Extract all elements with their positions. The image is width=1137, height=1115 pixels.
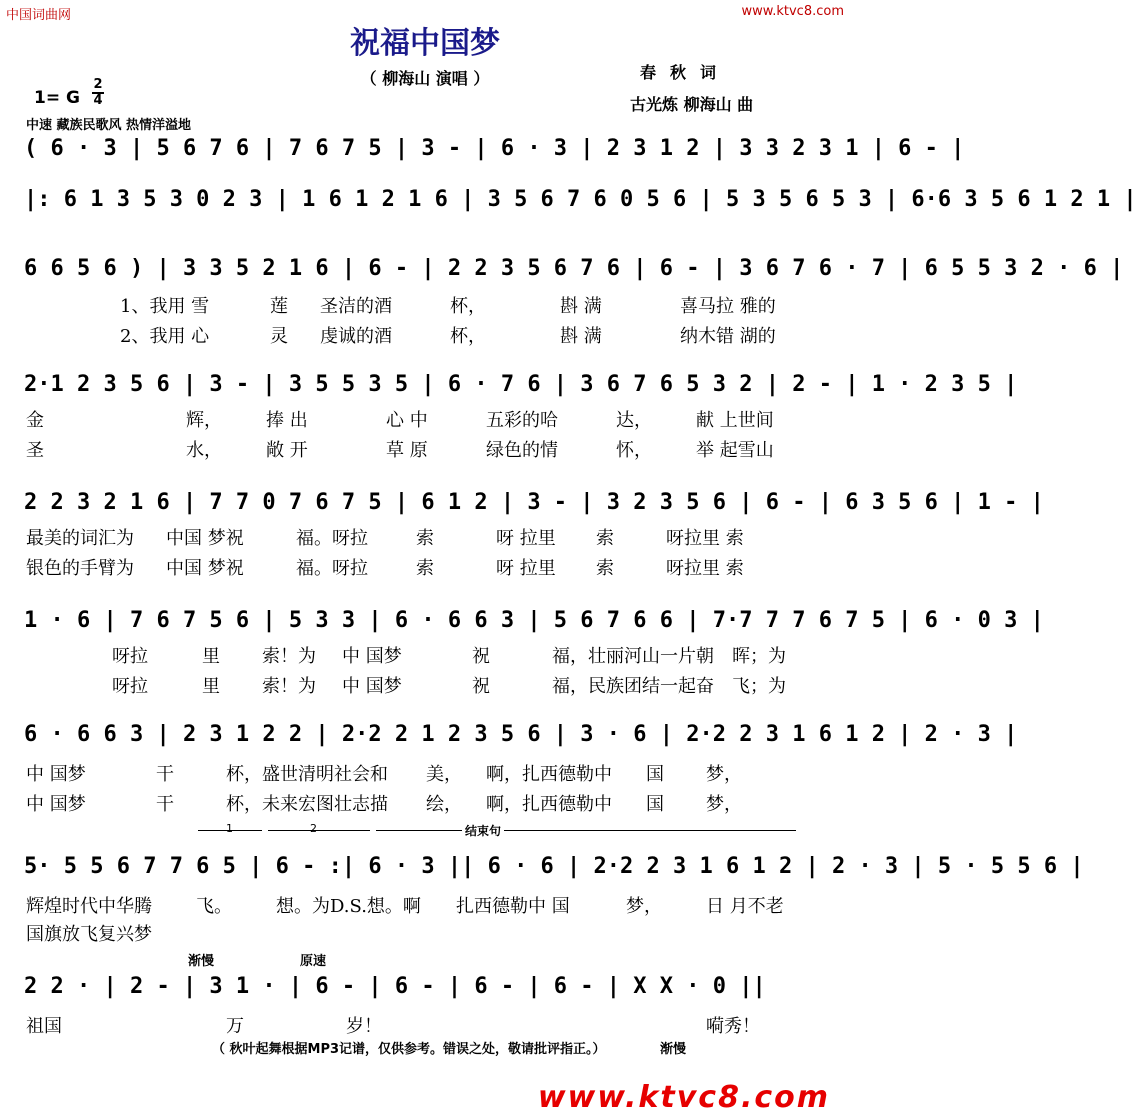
lyric-chunk: 心 中 [386,410,428,431]
staff-line-7: 6 · 6 6 3 | 2 3 1 2 2 | 2·2 2 1 2 3 5 6 | 3 · 6 | 2·2 2 3 1 6 1 2 | 2 · 3 | [24,721,1018,747]
lyric-chunk: 莲 [270,296,288,317]
lyric-chunk: 里 [202,676,220,697]
lyric-chunk: 梦， [626,896,662,917]
lyric-row-7a [26,760,826,786]
ritardando-mark: 渐慢 [188,954,215,969]
time-signature [92,78,104,108]
staff-line-6: 1 · 6 | 7 6 7 5 6 | 5 3 3 | 6 · 6 6 3 | 5 6 7 6 6 | 7·7 7 7 6 7 5 | 6 · 0 3 | [24,607,1044,633]
lyric-chunk: 献 上世间 [696,410,774,431]
lyric-chunk: 呀拉里 索 [666,528,744,549]
staff-line-5: 2 2 3 2 1 6 | 7 7 0 7 6 7 5 | 6 1 2 | 3 - | 3 2 3 5 6 | 6 - | 6 3 5 6 | 1 - | [24,489,1044,515]
lyric-chunk: 辉煌时代中华腾 [26,896,152,917]
lyric-chunk: 怀， [616,440,652,461]
lyric-chunk: 杯， [450,326,486,347]
volta-label-2: 2 [310,822,317,835]
lyric-chunk: 最美的词汇为 [26,528,134,549]
lyric-chunk: 福。呀拉 [296,558,368,579]
tempo-marking: 中速 藏族民歌风 热情洋溢地 [26,118,192,133]
lyric-chunk: 敞 开 [266,440,308,461]
time-signature-bottom: 4 [93,93,103,108]
lyric-row-6a [112,642,912,668]
staff-line-3: 6 6 5 6 ) | 3 3 5 2 1 6 | 6 - | 2 2 3 5 6 7 6 | 6 - | 3 6 7 6 · 7 | 6 5 5 3 2 · 6 | [24,255,1124,281]
lyric-row-4a [26,406,826,432]
lyric-chunk: 啊，扎西德勒中 [486,794,612,815]
key-signature: 1= G [34,88,80,108]
lyric-chunk: 呀拉 [112,646,148,667]
staff-line-4: 2·1 2 3 5 6 | 3 - | 3 5 5 3 5 | 6 · 7 6 | 3 6 7 6 5 3 2 | 2 - | 1 · 2 3 5 | [24,371,1018,397]
a-tempo-mark: 原速 [300,954,327,969]
lyric-chunk: 万 [226,1016,244,1037]
lyric-chunk: 飞。 [196,896,232,917]
lyric-chunk: 圣洁的酒 [320,296,392,317]
lyric-chunk: 飞；为 [732,676,786,697]
lyric-chunk: 斟 满 [560,326,602,347]
lyric-chunk: 举 起雪山 [696,440,774,461]
lyric-chunk: 中 国梦 [26,794,86,815]
song-title: 祝福中国梦 [350,26,500,61]
staff-line-8: 5· 5 5 6 7 7 6 5 | 6 - :| 6 · 3 || 6 · 6 | 2·2 2 3 1 6 1 2 | 2 · 3 | 5 · 5 5 6 | [24,853,1084,879]
lyric-chunk: 干 [156,764,174,785]
lyric-chunk: 梦， [706,764,742,785]
lyric-row-8b [26,920,826,946]
lyric-chunk: 想。为D.S.想。啊 [276,896,421,917]
volta-label-1: 1 [226,822,233,835]
staff-line-2: |: 6 1 3 5 3 0 2 3 | 1 6 1 2 1 6 | 3 5 6 7 6 0 5 6 | 5 3 5 6 5 3 | 6·6 3 5 6 1 2 1 | [24,186,1137,212]
footnote-ritardando: 渐慢 [660,1042,687,1057]
lyric-chunk: 中 国梦 [342,646,402,667]
lyric-chunk: 索！为 [262,646,316,667]
lyric-row-4b [26,436,826,462]
lyric-chunk: 索 [416,558,434,579]
ending-label: 结束句 [462,822,504,839]
lyric-chunk: 里 [202,646,220,667]
lyric-chunk: 梦， [706,794,742,815]
lyric-chunk: 呀拉 [112,676,148,697]
lyric-chunk: 喜马拉 雅的 [680,296,776,317]
ending-bracket [376,830,796,831]
lyric-chunk: 中 国梦 [26,764,86,785]
lyric-chunk: 绿色的情 [486,440,558,461]
site-url-right: www.ktvc8.com [741,4,844,19]
lyric-chunk: 呀 拉里 [496,558,556,579]
lyric-chunk: 祖国 [26,1016,62,1037]
lyric-chunk: 晖；为 [732,646,786,667]
lyric-chunk: 索 [596,558,614,579]
lyric-chunk: 灵 [270,326,288,347]
lyric-chunk: 银色的手臂为 [26,558,134,579]
lyric-chunk: 美， [426,764,462,785]
lyric-chunk: 嗬秀！ [706,1016,760,1037]
lyric-chunk: 达， [616,410,652,431]
singer-credit: （ 柳海山 演唱 ） [360,69,490,88]
lyric-chunk: 岁！ [346,1016,382,1037]
lyric-chunk: 2、我用 心 [120,326,210,347]
lyric-row-6b [112,672,912,698]
lyric-row-5a [26,524,826,550]
lyric-chunk: 福，壮丽河山一片朝 [552,646,714,667]
lyric-chunk: 辉， [186,410,222,431]
lyric-row-7b [26,790,826,816]
lyric-row-8a [26,892,826,918]
lyric-chunk: 1、我用 雪 [120,296,210,317]
lyric-chunk: 虔诚的酒 [320,326,392,347]
lyric-chunk: 祝 [472,676,490,697]
lyricist-credit: 春秋词 [640,63,731,82]
lyric-chunk: 纳木错 湖的 [680,326,776,347]
lyric-chunk: 中国 梦祝 [166,558,244,579]
staff-line-1: ( 6 · 3 | 5 6 7 6 | 7 6 7 5 | 3 - | 6 · 3 | 2 3 1 2 | 3 3 2 3 1 | 6 - | [24,135,965,161]
lyric-chunk: 索 [416,528,434,549]
lyric-row-3a [120,292,920,318]
lyric-chunk: 福。呀拉 [296,528,368,549]
lyric-chunk: 绘， [426,794,462,815]
lyric-chunk: 干 [156,794,174,815]
lyric-chunk: 杯，未来宏图壮志描 [226,794,388,815]
lyric-chunk: 国 [646,764,664,785]
volta-bracket-2 [268,830,370,831]
lyric-chunk: 国旗放飞复兴梦 [26,924,152,945]
lyric-chunk: 中 国梦 [342,676,402,697]
lyric-chunk: 金 [26,410,44,431]
lyric-chunk: 杯， [450,296,486,317]
lyric-chunk: 扎西德勒中 国 [456,896,570,917]
lyric-chunk: 祝 [472,646,490,667]
lyric-chunk: 啊，扎西德勒中 [486,764,612,785]
time-signature-top: 2 [93,77,103,92]
lyric-chunk: 呀 拉里 [496,528,556,549]
lyric-chunk: 五彩的哈 [486,410,558,431]
transcription-note: （ 秋叶起舞根据MP3记谱，仅供参考。错误之处，敬请批评指正。） [212,1042,606,1057]
lyric-chunk: 斟 满 [560,296,602,317]
lyric-chunk: 日 月不老 [706,896,784,917]
lyric-chunk: 国 [646,794,664,815]
lyric-row-5b [26,554,826,580]
lyric-chunk: 索 [596,528,614,549]
staff-line-9: 2 2 · | 2 - | 3 1 · | 6 - | 6 - | 6 - | 6 - | X X · 0 || [24,973,766,999]
lyric-chunk: 捧 出 [266,410,308,431]
lyric-chunk: 圣 [26,440,44,461]
lyric-chunk: 呀拉里 索 [666,558,744,579]
lyric-chunk: 福，民族团结一起奋 [552,676,714,697]
site-name-left: 中国词曲网 [6,8,72,23]
lyric-chunk: 中国 梦祝 [166,528,244,549]
site-watermark: www.ktvc8.com [537,1080,830,1115]
lyric-chunk: 索！为 [262,676,316,697]
lyric-chunk: 杯，盛世清明社会和 [226,764,388,785]
lyric-chunk: 草 原 [386,440,428,461]
lyric-chunk: 水， [186,440,222,461]
composer-credit: 古光炼 柳海山 曲 [630,95,754,114]
lyric-row-9 [26,1012,826,1038]
lyric-row-3b [120,322,920,348]
